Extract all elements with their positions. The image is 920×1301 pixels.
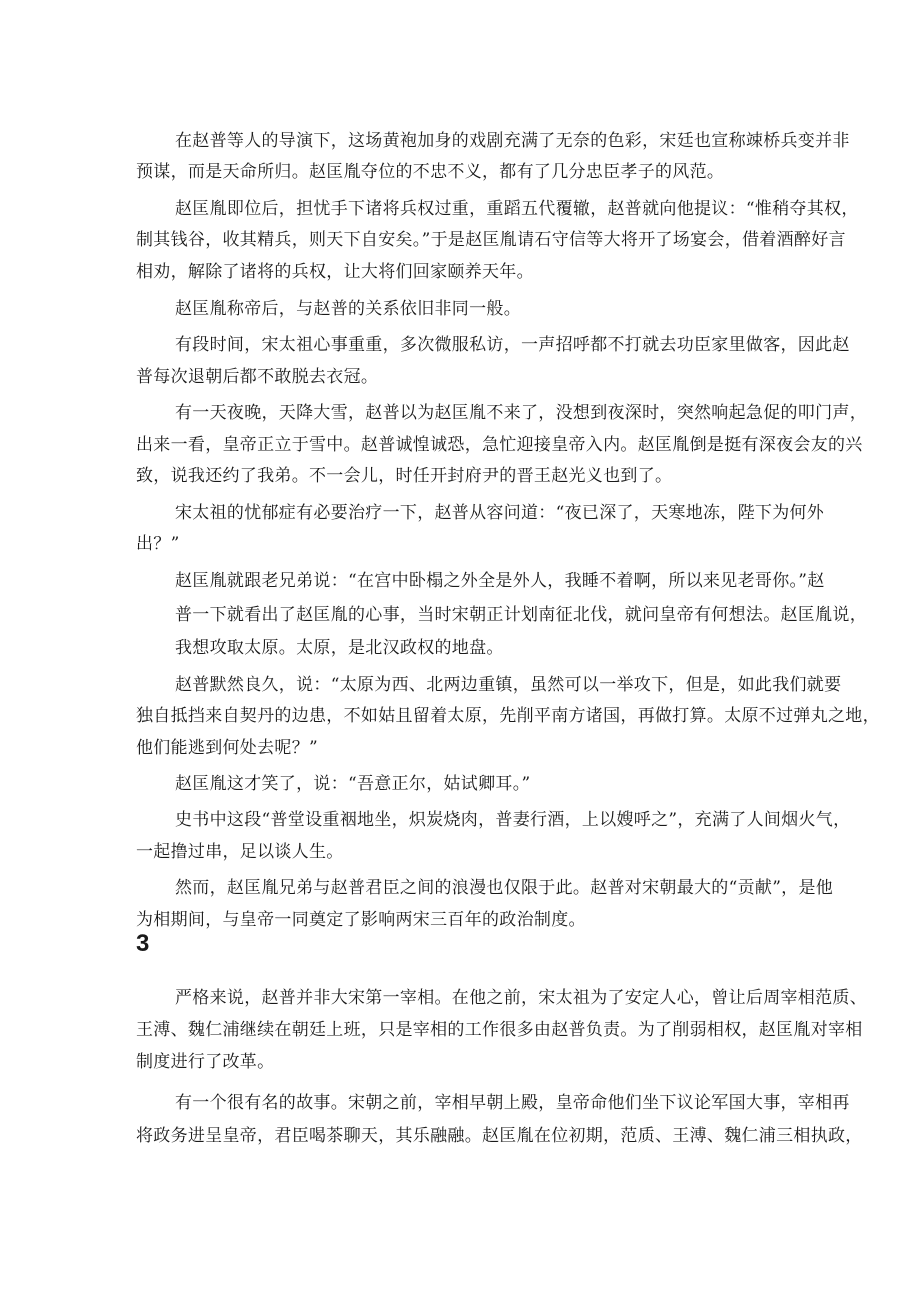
paragraph-10-line-1: 史书中这段“普堂设重裀地坐，炽炭烧肉，普妻行酒，上以嫂呼之”，充满了人间烟火气， — [175, 810, 851, 830]
paragraph-10-line-2: 一起撸过串，足以谈人生。 — [136, 842, 344, 862]
paragraph-6-line-2: 出？” — [136, 534, 180, 554]
paragraph-4-line-1: 有段时间，宋太祖心事重重，多次微服私访，一声招呼都不打就去功臣家里做客，因此赵 — [175, 335, 850, 355]
paragraph-7-line-2: 普一下就看出了赵匡胤的心事，当时宋朝正计划南征北伐，就问皇帝有何想法。赵匡胤说， — [175, 605, 867, 625]
paragraph-2-line-3: 相劝，解除了诸将的兵权，让大将们回家颐养天年。 — [136, 262, 534, 282]
paragraph-13-line-1: 有一个很有名的故事。宋朝之前，宰相早朝上殿，皇帝命他们坐下议论军国大事，宰相再 — [175, 1093, 850, 1113]
paragraph-8-line-3: 他们能逃到何处去呢？” — [136, 738, 318, 758]
paragraph-7-line-3: 我想攻取太原。太原，是北汉政权的地盘。 — [175, 638, 504, 658]
paragraph-11-line-1: 然而，赵匡胤兄弟与赵普君臣之间的浪漫也仅限于此。赵普对宋朝最大的“贡献”，是他 — [175, 878, 834, 898]
paragraph-11-line-2: 为相期间，与皇帝一同奠定了影响两宋三百年的政治制度。 — [136, 910, 586, 930]
paragraph-8-line-1: 赵普默然良久，说：“太原为西、北两边重镇，虽然可以一举攻下，但是，如此我们就要 — [175, 675, 842, 695]
paragraph-13-line-2: 将政务进呈皇帝，君臣喝茶聊天，其乐融融。赵匡胤在位初期，范质、王溥、魏仁浦三相执政， — [136, 1126, 863, 1146]
paragraph-8-line-2: 独自抵挡来自契丹的边患，不如姑且留着太原，先削平南方诸国，再做打算。太原不过弹丸之地， — [136, 706, 880, 726]
paragraph-5-line-1: 有一天夜晚，天降大雪，赵普以为赵匡胤不来了，没想到夜深时，突然响起急促的叩门声， — [175, 403, 867, 423]
paragraph-1-line-2: 预谋，而是天命所归。赵匡胤夺位的不忠不义，都有了几分忠臣孝子的风范。 — [136, 162, 725, 182]
paragraph-12-line-3: 制度进行了改革。 — [136, 1052, 275, 1072]
paragraph-2-line-1: 赵匡胤即位后，担忧手下诸将兵权过重，重蹈五代覆辙，赵普就向他提议：“惟稍夺其权， — [175, 199, 859, 219]
paragraph-5-line-3: 致，说我还约了我弟。不一会儿，时任开封府尹的晋王赵光义也到了。 — [136, 466, 673, 486]
paragraph-2-line-2: 制其钱谷，收其精兵，则天下自安矣。”于是赵匡胤请石守信等大将开了场宴会，借着酒醉好言 — [136, 230, 846, 250]
paragraph-4-line-2: 普每次退朝后都不敢脱去衣冠。 — [136, 367, 379, 387]
section-heading: 3 — [136, 930, 150, 957]
paragraph-9-line-1: 赵匡胤这才笑了，说：“吾意正尔，姑试卿耳。” — [175, 774, 531, 794]
paragraph-6-line-1: 宋太祖的忧郁症有必要治疗一下，赵普从容问道：“夜已深了，天寒地冻，陛下为何外 — [175, 503, 825, 523]
paragraph-12-line-1: 严格来说，赵普并非大宋第一宰相。在他之前，宋太祖为了安定人心，曾让后周宰相范质、 — [175, 988, 867, 1008]
paragraph-12-line-2: 王溥、魏仁浦继续在朝廷上班，只是宰相的工作很多由赵普负责。为了削弱相权，赵匡胤对宰相 — [136, 1020, 863, 1040]
paragraph-3-line-1: 赵匡胤称帝后，与赵普的关系依旧非同一般。 — [175, 299, 521, 319]
paragraph-7-line-1: 赵匡胤就跟老兄弟说：“在宫中卧榻之外全是外人，我睡不着啊，所以来见老哥你。”赵 — [175, 571, 825, 591]
paragraph-5-line-2: 出来一看，皇帝正立于雪中。赵普诚惶诚恐，急忙迎接皇帝入内。赵匡胤倒是挺有深夜会友的兴 — [136, 435, 863, 455]
paragraph-1-line-1: 在赵普等人的导演下，这场黄袍加身的戏剧充满了无奈的色彩，宋廷也宣称竦桥兵变并非 — [175, 131, 850, 151]
